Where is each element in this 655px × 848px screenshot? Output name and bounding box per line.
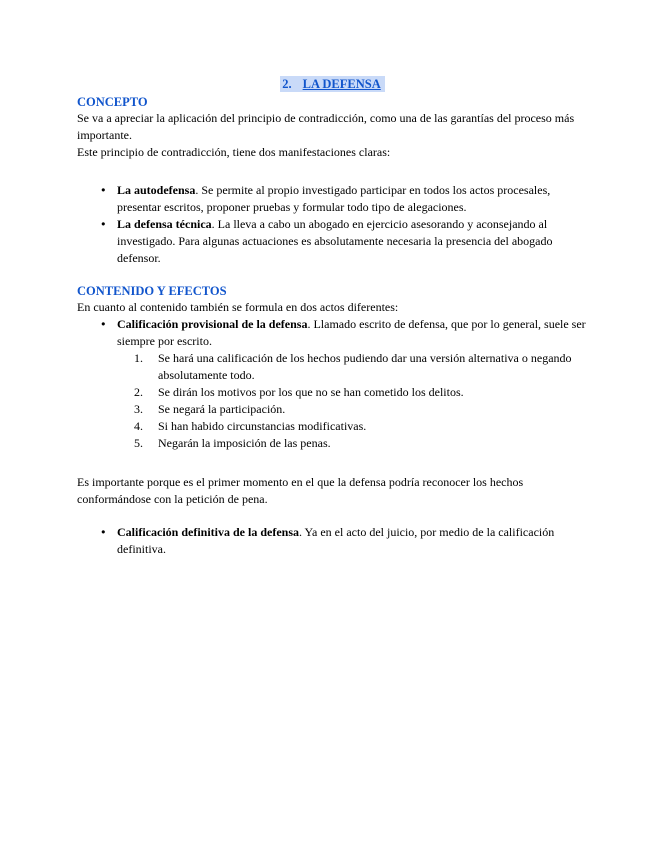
paragraph-dos-actos: En cuanto al contenido también se formula en dos actos diferentes: <box>77 300 399 314</box>
doc-title-highlight <box>280 76 385 92</box>
numbered-item-marker: 5. <box>134 436 143 450</box>
numbered-list-defensa <box>77 350 588 452</box>
paragraph-importante: Es importante porque es el primer momento en el que la defensa podría reconocer los hechos conformándose con la petición de pena. <box>77 475 524 506</box>
doc-title <box>77 76 588 94</box>
numbered-item <box>77 384 588 401</box>
list-item-rest: . Llamado escrito de defensa, que por lo general, suele ser siempre por escrito. <box>117 317 586 348</box>
list-item-lead-bold: Calificación provisional de la defensa <box>117 317 308 331</box>
document-content <box>77 76 588 558</box>
numbered-item-marker: 3. <box>134 402 143 416</box>
list-item-autodefensa <box>77 182 588 216</box>
list-item-text <box>117 182 588 216</box>
bullet-list-provisional <box>77 316 588 350</box>
doc-title-number: 2. <box>282 77 292 91</box>
list-item-defensa-tecnica <box>77 216 588 267</box>
section-heading-concepto: CONCEPTO <box>77 95 148 109</box>
bullet-list-definitiva <box>77 524 588 558</box>
list-item-rest: . La lleva a cabo un abogado en ejercicio asesorando y aconsejando al investigado. Para algunas actuaciones es absolutamente necesaria la presencia del abogado defensor. <box>117 217 553 265</box>
paragraph-manifestaciones: Este principio de contradicción, tiene dos manifestaciones claras: <box>77 145 391 159</box>
list-item-rest: . Ya en el acto del juicio, por medio de la calificación definitiva. <box>117 525 555 556</box>
list-item-calificacion-provisional <box>77 316 588 350</box>
bullet-icon <box>77 182 117 200</box>
numbered-item-marker: 2. <box>134 385 143 399</box>
doc-title-text: LA DEFENSA <box>302 77 381 91</box>
list-item-lead-bold: Calificación definitiva de la defensa <box>117 525 299 539</box>
list-item-calificacion-definitiva <box>77 524 588 558</box>
bullet-icon <box>77 316 117 334</box>
numbered-item <box>77 435 588 452</box>
numbered-item <box>77 350 588 384</box>
numbered-item-marker: 1. <box>134 351 143 365</box>
section-heading-contenido: CONTENIDO Y EFECTOS <box>77 284 227 298</box>
list-item-text <box>117 216 588 267</box>
paragraph-principio: Se va a apreciar la aplicación del principio de contradicción, como una de las garantías del proceso más importante. <box>77 111 575 142</box>
numbered-item-text: Negarán la imposición de las penas. <box>158 436 331 450</box>
list-item-lead-bold: La autodefensa <box>117 183 196 197</box>
numbered-item-marker: 4. <box>134 419 143 433</box>
list-item-rest: . Se permite al propio investigado participar en todos los actos procesales, presentar escritos, proponer pruebas y formular todo tipo de alegaciones. <box>117 183 551 214</box>
bullet-icon <box>77 216 117 234</box>
list-item-text <box>117 524 588 558</box>
numbered-item-text: Se dirán los motivos por los que no se han cometido los delitos. <box>158 385 464 399</box>
bullet-list-manifestaciones <box>77 182 588 267</box>
list-item-lead-bold: La defensa técnica <box>117 217 212 231</box>
numbered-item-text: Se hará una calificación de los hechos pudiendo dar una versión alternativa o negando absolutamente todo. <box>158 351 572 382</box>
numbered-item <box>77 418 588 435</box>
numbered-item-text: Si han habido circunstancias modificativas. <box>158 419 367 433</box>
bullet-icon <box>77 524 117 542</box>
list-item-text <box>117 316 588 350</box>
numbered-item-text: Se negará la participación. <box>158 402 286 416</box>
numbered-item <box>77 401 588 418</box>
